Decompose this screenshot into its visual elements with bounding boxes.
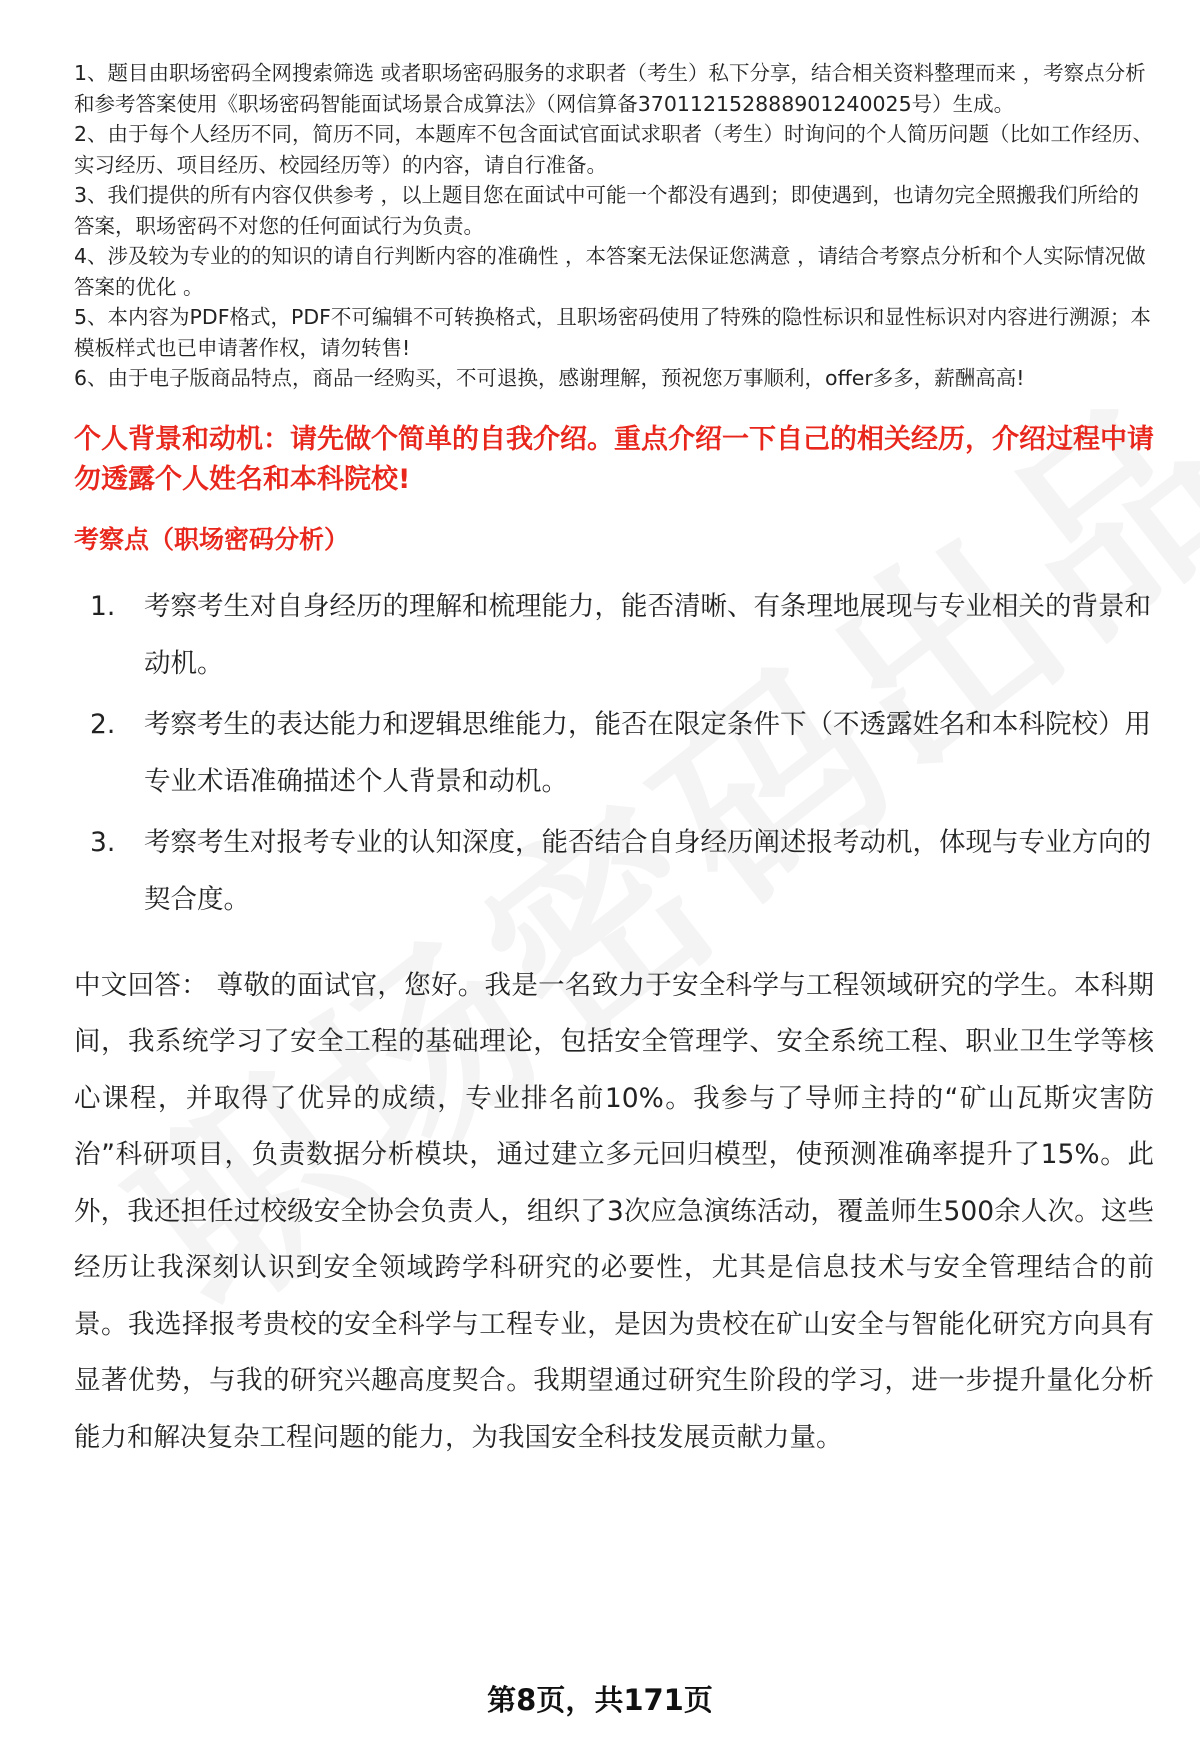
answer-paragraph: 中文回答： 尊敬的面试官，您好。我是一名致力于安全科学与工程领域研究的学生。本科期间，我系统学习了安全工程的基础理论，包括安全管理学、安全系统工程、职业卫生学等核心课程，并取得了优异的成绩，专业排名前10%。我参与了导师主持的“矿山瓦斯灾害防治”科研项目，负责数据分析模块，通过建立多元回归模型，使预测准确率提升了15%。此外，我还担任过校级安全协会负责人，组织了3次应急演练活动，覆盖师生500余人次。这些经历让我深刻认识到安全领域跨学科研究的必要性，尤其是信息技术与安全管理结合的前景。我选择报考贵校的安全科学与工程专业，是因为贵校在矿山安全与智能化研究方向具有显著优势，与我的研究兴趣高度契合。我期望通过研究生阶段的学习，进一步提升量化分析能力和解决复杂工程问题的能力，为我国安全科技发展贡献力量。	[74, 969, 1154, 1453]
note-item: 3、我们提供的所有内容仅供参考 ，以上题目您在面试中可能一个都没有遇到；即使遇到，也请勿完全照搬我们所给的答案，职场密码不对您的任何面试行为负责。	[74, 183, 1140, 238]
page-number: 第8页，共171页	[487, 1683, 713, 1717]
disclaimer-notes	[74, 58, 1154, 394]
page-content	[74, 58, 1154, 1466]
point-text: 考察考生对报考专业的认知深度，能否结合自身经历阐述报考动机，体现与专业方向的契合度。	[144, 826, 1151, 915]
note-item: 4、涉及较为专业的的知识的请自行判断内容的准确性 ，本答案无法保证您满意 ，请结合考察点分析和个人实际情况做答案的优化 。	[74, 244, 1146, 299]
note-item: 5、本内容为PDF格式，PDF不可编辑不可转换格式，且职场密码使用了特殊的隐性标识和显性标识对内容进行溯源；本模板样式也已申请著作权，请勿转售!	[74, 305, 1151, 360]
analysis-point	[74, 814, 1154, 928]
point-number: 3.	[90, 826, 116, 858]
analysis-points	[74, 578, 1154, 928]
note-item: 6、由于电子版商品特点，商品一经购买，不可退换，感谢理解，预祝您万事顺利，offer多多，薪酬高高!	[74, 366, 1025, 390]
analysis-section-title: 考察点（职场密码分析）	[74, 524, 350, 554]
analysis-point	[74, 696, 1154, 810]
point-text: 考察考生的表达能力和逻辑思维能力，能否在限定条件下（不透露姓名和本科院校）用专业术语准确描述个人背景和动机。	[144, 708, 1151, 797]
question-heading: 个人背景和动机：请先做个简单的自我介绍。重点介绍一下自己的相关经历，介绍过程中请勿透露个人姓名和本科院校!	[74, 423, 1154, 495]
point-text: 考察考生对自身经历的理解和梳理能力，能否清晰、有条理地展现与专业相关的背景和动机。	[144, 590, 1151, 679]
analysis-point	[74, 578, 1154, 692]
note-item: 1、题目由职场密码全网搜索筛选 或者职场密码服务的求职者（考生）私下分享，结合相关资料整理而来 ，考察点分析和参考答案使用《职场密码智能面试场景合成算法》（网信算备370112152888901240025号）生成。	[74, 61, 1146, 116]
point-number: 1.	[90, 590, 116, 622]
point-number: 2.	[90, 708, 116, 740]
note-item: 2、由于每个人经历不同，简历不同，本题库不包含面试官面试求职者（考生）时询问的个人简历问题（比如工作经历、实习经历、项目经历、校园经历等）的内容，请自行准备。	[74, 122, 1154, 177]
